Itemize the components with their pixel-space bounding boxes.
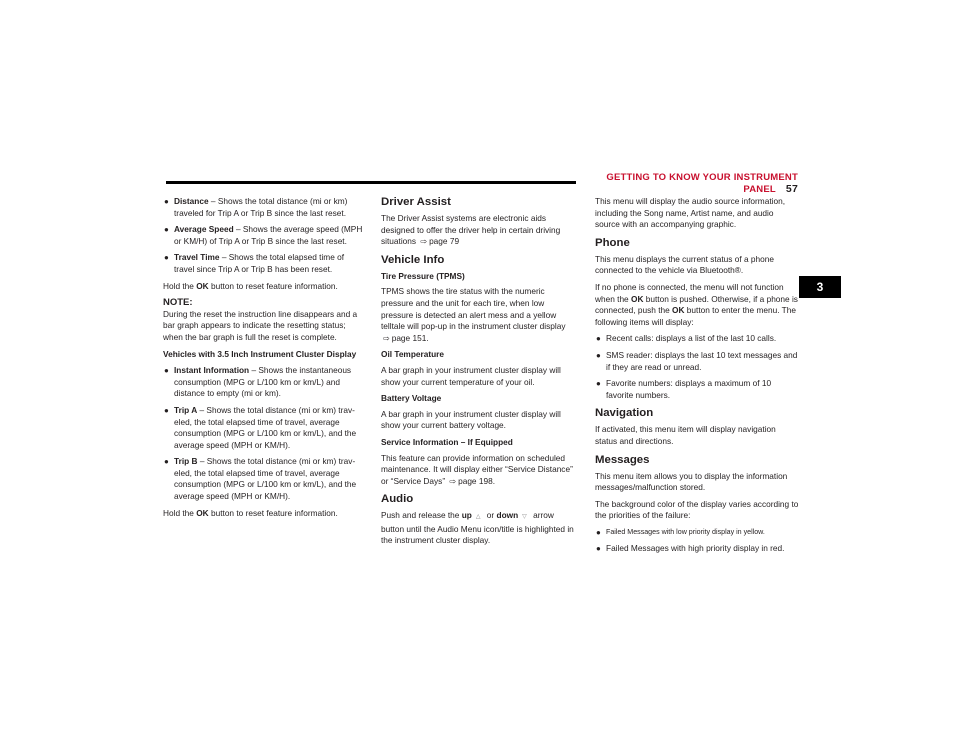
subheading: Tire Pressure (TPMS)	[381, 270, 465, 281]
driver-assist-heading: Driver Assist	[381, 196, 451, 208]
paragraph: This menu item allows you to display the information messages/malfunction stored.	[595, 470, 788, 493]
paragraph: A bar graph in your instrument cluster display will show your current battery voltage.	[381, 408, 561, 431]
subheading: Battery Voltage	[381, 393, 442, 404]
paragraph: If no phone is connected, the menu will not function when the OK button is pushed. Otherwise, if a phone is connected, push the OK button to enter the menu. The following items will display:	[595, 281, 798, 327]
messages-heading: Messages	[595, 453, 650, 466]
bullet-icon: ●	[164, 457, 169, 467]
phone-heading: Phone	[595, 236, 630, 249]
list-item: ● Instant Information – Shows the instantaneous consumption (MPG or L/100 km or km/L) and distance to empty (mi or km).	[164, 365, 352, 399]
vehicle-info-heading: Vehicle Info	[381, 253, 445, 266]
bullet-icon: ●	[596, 350, 601, 360]
list-item: ● Trip B – Shows the total distance (mi or km) trav-eled, the total elapsed time of travel, average consumption (MPG or L/100 km or km/L), and the average speed (MPH or KM/H).	[164, 456, 357, 502]
subheading: Oil Temperature	[381, 349, 445, 360]
navigation-heading: Navigation	[595, 407, 654, 420]
audio-heading: Audio	[381, 493, 414, 506]
page-ref[interactable]: page 79	[429, 236, 460, 247]
list-item: ● SMS reader: displays the last 10 text messages and if they are read or unread.	[596, 349, 798, 372]
list-item: ● Failed Messages with low priority display in yellow.	[596, 527, 765, 537]
column-2	[381, 196, 578, 552]
page-number: 57	[785, 183, 798, 195]
paragraph: A bar graph in your instrument cluster display will show your current temperature of your oil.	[381, 364, 561, 387]
paragraph: Hold the OK button to reset feature information.	[163, 280, 338, 291]
bullet-icon: ●	[164, 253, 169, 263]
subheading: Vehicles with 3.5 Inch Instrument Cluster Display	[163, 348, 357, 359]
list-item: ● Trip A – Shows the total distance (mi or km) trav-eled, the total elapsed time of travel, average consumption (MPG or L/100 km or km/L), and the average speed (MPH or KM/H).	[164, 404, 357, 450]
paragraph: Push and release the up △ or down ▽ arrow button until the Audio Menu icon/title is highlighted in the instrument cluster display.	[381, 510, 574, 546]
list-item: ● Failed Messages with high priority display in red.	[596, 543, 785, 554]
list-item: ● Average Speed – Shows the average speed (MPH or KM/H) of Trip A or Trip B since the last reset.	[164, 224, 363, 246]
list-item: ● Favorite numbers: displays a maximum of 10 favorite numbers.	[596, 378, 772, 400]
paragraph: TPMS shows the tire status with the numeric pressure and the unit for each tire, when low pressure is detected an alert mess and a yellow telltale will pop-up in the instrument cluster display ⇨ page 151.	[381, 286, 566, 343]
page-ref[interactable]: page 198.	[458, 475, 496, 486]
paragraph: The Driver Assist systems are electronic aids designed to offer the driver help in certain driving situations ⇨ page 79	[381, 213, 561, 247]
down-arrow-icon: ▽	[522, 514, 527, 521]
list-item: ● Distance – Shows the total distance (mi or km) traveled for Trip A or Trip B since the last reset.	[164, 196, 348, 218]
page-ref-arrow-icon: ⇨	[449, 476, 457, 486]
paragraph: If activated, this menu item will display navigation status and directions.	[595, 424, 776, 446]
bullet-icon: ●	[596, 334, 601, 344]
paragraph: The background color of the display varies according to the priorities of the failure:	[595, 498, 799, 521]
bullet-icon: ●	[596, 527, 601, 537]
paragraph: Hold the OK button to reset feature information.	[163, 507, 338, 518]
page-ref-arrow-icon: ⇨	[383, 333, 390, 343]
section-title: GETTING TO KNOW YOUR INSTRUMENT PANEL	[606, 172, 798, 195]
list-item: ● Recent calls: displays a list of the last 10 calls.	[596, 333, 777, 344]
bullet-icon: ●	[164, 197, 169, 206]
paragraph: This menu displays the current status of a phone connected to the vehicle via Bluetooth®.	[595, 253, 774, 276]
bullet-icon: ●	[164, 366, 169, 376]
bullet-icon: ●	[596, 544, 601, 554]
list-item: ● Travel Time – Shows the total elapsed time of travel since Trip A or Trip B has been reset.	[164, 252, 345, 274]
paragraph: This menu will display the audio source information, including the Song name, Artist name, and audio source with an accompanying graphic.	[595, 196, 785, 230]
bullet-icon: ●	[596, 379, 601, 389]
bullet-icon: ●	[164, 405, 169, 415]
note-text: During the reset the instruction line disappears and a bar graph appears to indicate the resetting status; when the bar graph is full the reset is complete.	[163, 308, 358, 342]
bullet-icon: ●	[164, 225, 169, 235]
subheading: Service Information – If Equipped	[381, 436, 513, 447]
column-1	[163, 196, 363, 524]
page-ref-arrow-icon: ⇨	[420, 237, 428, 247]
up-arrow-icon: △	[475, 514, 481, 521]
header-rule	[166, 181, 576, 184]
chapter-tab: 3	[799, 276, 841, 298]
page-ref[interactable]: page 151.	[391, 332, 429, 343]
note-heading: NOTE:	[163, 297, 193, 309]
column-3	[595, 196, 800, 560]
paragraph: This feature can provide information on scheduled maintenance. It will display either “Service Distance” or “Service Days” ⇨ page 198.	[381, 452, 573, 486]
page-header	[588, 172, 798, 195]
